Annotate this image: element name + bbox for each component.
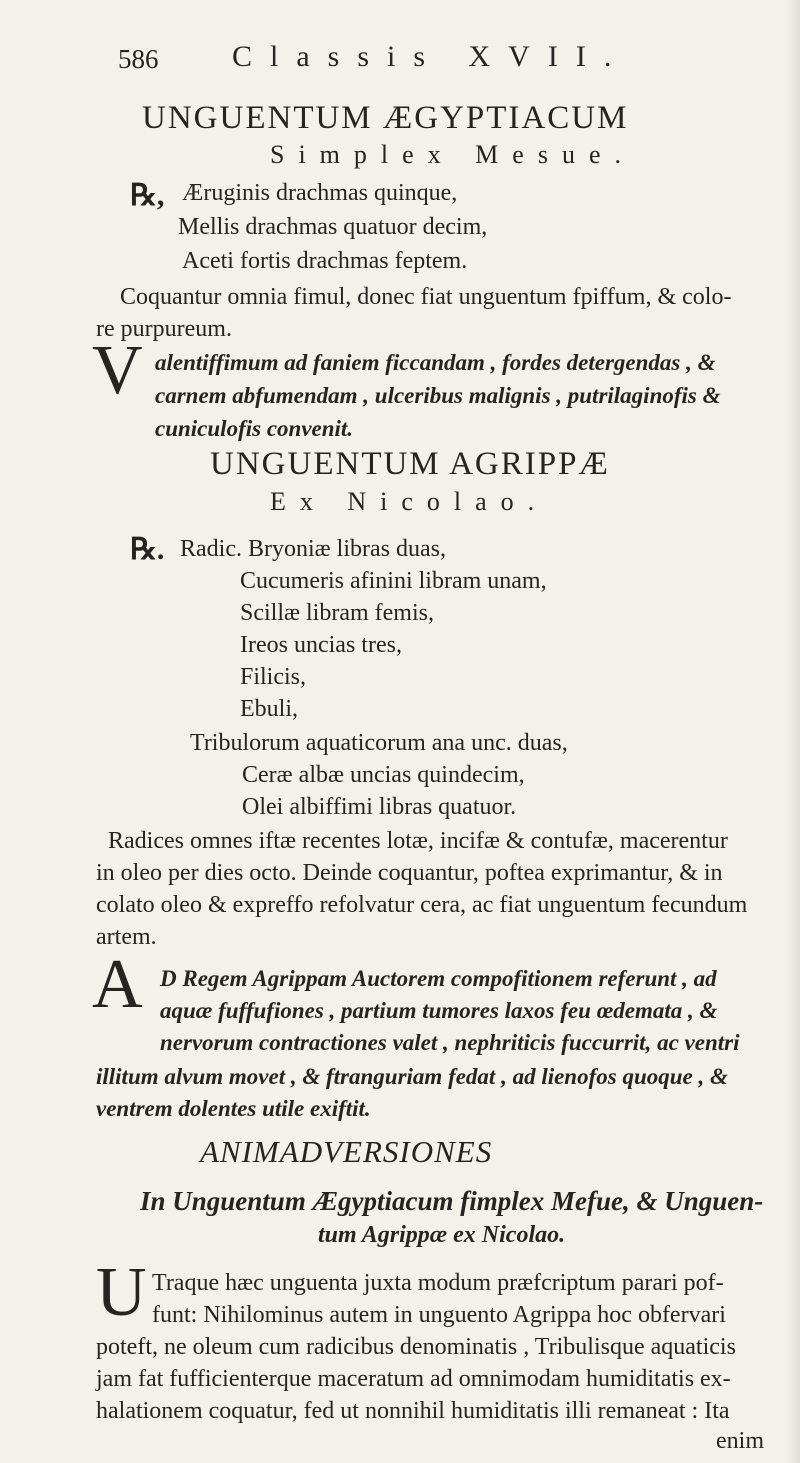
page-edge-shadow	[786, 0, 800, 1463]
usage-line: carnem abfumendam , ulceribus malignis , putrilaginofis &	[155, 383, 721, 408]
usage-line: nervorum contractiones valet , nephriticis fuccurrit, ac ventri	[160, 1030, 740, 1055]
instruction-line: in oleo per dies octo. Deinde coquantur, poftea exprimantur, & in	[96, 860, 723, 886]
commentary-line: Traque hæc unguenta juxta modum præfcriptum parari pof-	[152, 1270, 724, 1296]
ingredient-line: Aceti fortis drachmas feptem.	[182, 248, 468, 274]
usage-line: D Regem Agrippam Auctorem compofitionem referunt , ad	[160, 966, 717, 991]
usage-line: ventrem dolentes utile exiftit.	[96, 1096, 371, 1121]
page-number: 586	[118, 44, 159, 74]
ingredient-line: Ireos uncias tres,	[240, 632, 402, 658]
section-subtitle-mesue: Simplex Mesue.	[270, 140, 635, 169]
section-subtitle-line: tum Agrippæ ex Nicolao.	[318, 1222, 566, 1248]
section-subtitle-line: In Unguentum Ægyptiacum fimplex Mefue, & Unguen-	[140, 1186, 764, 1216]
instruction-line: colato oleo & expreffo refolvatur cera, ac fiat unguentum fecundum	[96, 892, 748, 918]
commentary-line: halationem coquatur, fed ut nonnihil humiditatis illi remaneat : Ita	[96, 1398, 730, 1424]
drop-cap-v: V	[92, 332, 143, 409]
ingredient-line: Ceræ albæ uncias quindecim,	[242, 762, 525, 788]
section-title-animadversiones: ANIMADVERSIONES	[200, 1134, 493, 1169]
section-subtitle-nicolao: Ex Nicolao.	[270, 487, 549, 516]
section-title-agrippae: UNGUENTUM AGRIPPÆ	[210, 446, 610, 482]
recipe-symbol: ℞.	[130, 533, 165, 566]
instruction-line: Coquantur omnia fimul, donec fiat unguentum fpiffum, & colo-	[120, 284, 732, 310]
ingredient-line: Filicis,	[240, 664, 307, 690]
ingredient-line: Olei albiffimi libras quatuor.	[242, 794, 517, 820]
instruction-line: artem.	[96, 924, 157, 950]
ingredient-line: Æruginis drachmas quinque,	[182, 180, 458, 206]
usage-line: cuniculofis convenit.	[155, 416, 354, 441]
instruction-line: Radices omnes iftæ recentes lotæ, incifæ & contufæ, macerentur	[108, 828, 728, 854]
ingredient-line: Scillæ libram femis,	[240, 600, 434, 626]
commentary-line: poteft, ne oleum cum radicibus denominatis , Tribulisque aquaticis	[96, 1334, 736, 1360]
ingredient-line: Cucumeris afinini libram unam,	[240, 568, 547, 594]
commentary-line: jam fat fufficienterque maceratum ad omnimodam humiditatis ex-	[96, 1366, 731, 1392]
commentary-line: funt: Nihilominus autem in unguento Agrippa hoc obfervari	[152, 1302, 726, 1328]
usage-line: illitum alvum movet , & ftranguriam fedat , ad lienofos quoque , &	[96, 1064, 728, 1089]
running-title: Classis XVII.	[232, 40, 630, 73]
catchword: enim	[716, 1428, 764, 1454]
drop-cap-a: A	[92, 946, 143, 1023]
usage-line: alentiffimum ad faniem ficcandam , fordes detergendas , &	[155, 350, 716, 375]
recipe-symbol: ℞,	[130, 179, 165, 212]
ingredient-line: Mellis drachmas quatuor decim,	[178, 214, 488, 240]
section-title-aegyptiacum: UNGUENTUM ÆGYPTIACUM	[142, 100, 629, 136]
usage-line: aquæ fuffufiones , partium tumores laxos feu œdemata , &	[160, 998, 718, 1023]
drop-cap-u: U	[96, 1254, 147, 1331]
ingredient-line: Radic. Bryoniæ libras duas,	[180, 536, 446, 562]
ingredient-line: Ebuli,	[240, 696, 298, 722]
instruction-line: re purpureum.	[96, 316, 232, 342]
ingredient-line: Tribulorum aquaticorum ana unc. duas,	[190, 730, 568, 756]
